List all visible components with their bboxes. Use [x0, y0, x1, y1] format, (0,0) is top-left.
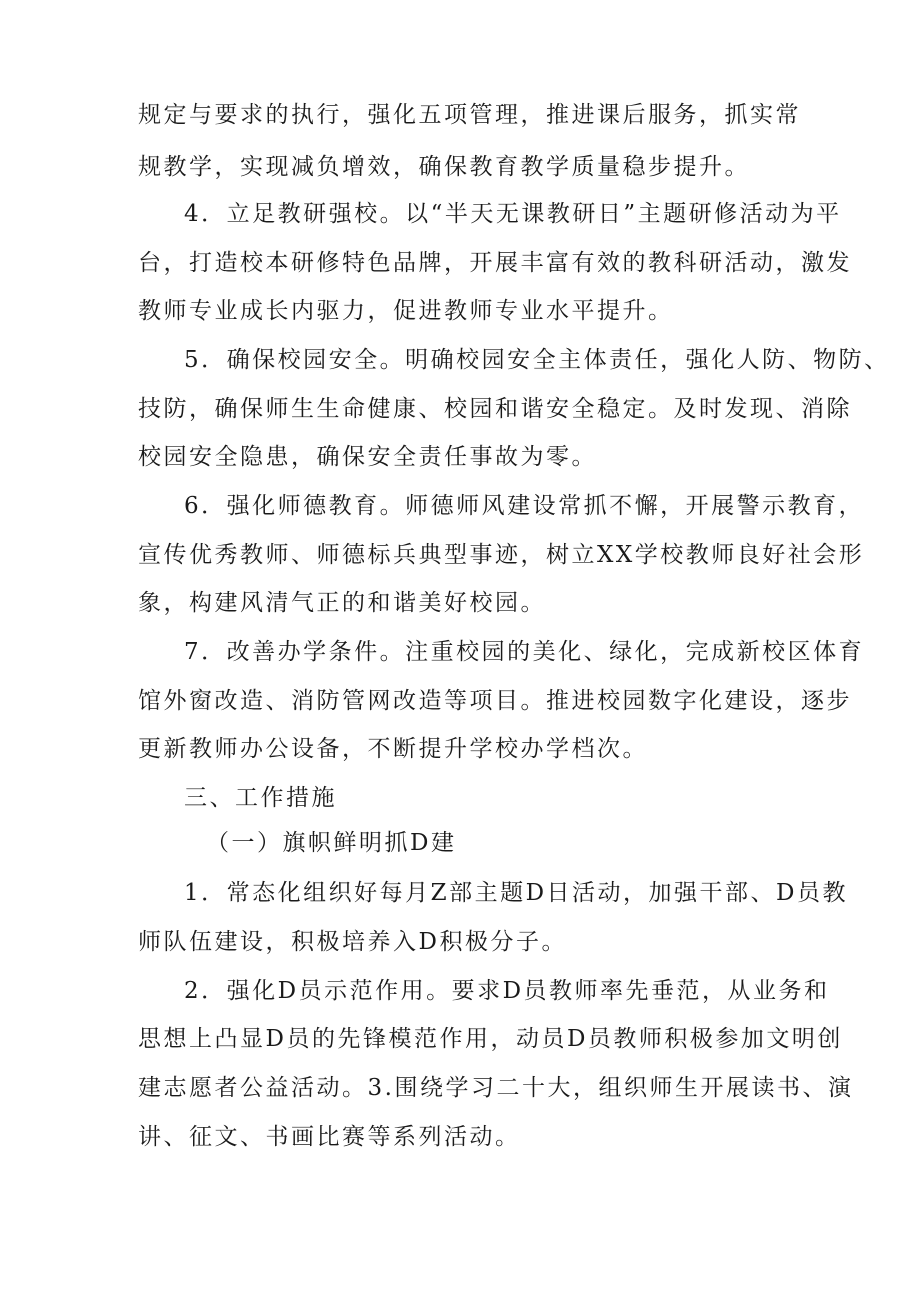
paragraph-4-start: 4．立足教研强校。以“半天无课教研日”主题研修活动为平 — [184, 201, 842, 227]
paragraph-7-start: 7．改善办学条件。注重校园的美化、绿化，完成新校区体育 — [184, 639, 865, 665]
subsection-heading: （一）旗帜鲜明抓D建 — [206, 830, 457, 856]
text-line: 讲、征文、书画比赛等系列活动。 — [138, 1124, 521, 1150]
text-line: 师队伍建设，积极培养入D积极分子。 — [138, 929, 567, 955]
text-line: 馆外窗改造、消防管网改造等项目。推进校园数字化建设，逐步 — [138, 688, 852, 714]
text-line: 教师专业成长内驱力，促进教师专业水平提升。 — [138, 298, 674, 324]
text-line: 规教学，实现减负增效，确保教育教学质量稳步提升。 — [138, 154, 750, 180]
text-line: 校园安全隐患，确保安全责任事故为零。 — [138, 444, 597, 470]
text-line: 技防，确保师生生命健康、校园和谐安全稳定。及时发现、消除 — [138, 396, 852, 422]
item-2-start: 2．强化D员示范作用。要求D员教师率先垂范，从业务和 — [184, 978, 830, 1004]
text-line: 规定与要求的执行，强化五项管理，推进课后服务，抓实常 — [138, 102, 801, 128]
text-line: 思想上凸显D员的先锋模范作用，动员D员教师积极参加文明创 — [138, 1026, 843, 1052]
text-line: 建志愿者公益活动。3.围绕学习二十大，组织师生开展读书、演 — [138, 1075, 854, 1101]
text-line: 更新教师办公设备，不断提升学校办学档次。 — [138, 736, 648, 762]
item-1-start: 1．常态化组织好每月Z部主题D日活动，加强干部、D员教 — [184, 880, 848, 906]
paragraph-6-start: 6．强化师德教育。师德师风建设常抓不懈，开展警示教育， — [184, 493, 865, 519]
section-heading: 三、工作措施 — [184, 785, 337, 811]
text-line: 台，打造校本研修特色品牌，开展丰富有效的教科研活动，激发 — [138, 250, 852, 276]
text-line: 象，构建风清气正的和谐美好校园。 — [138, 590, 546, 616]
paragraph-5-start: 5．确保校园安全。明确校园安全主体责任，强化人防、物防、 — [184, 347, 890, 373]
text-line: 宣传优秀教师、师德标兵典型事迹，树立XX学校教师良好社会形 — [138, 542, 865, 568]
